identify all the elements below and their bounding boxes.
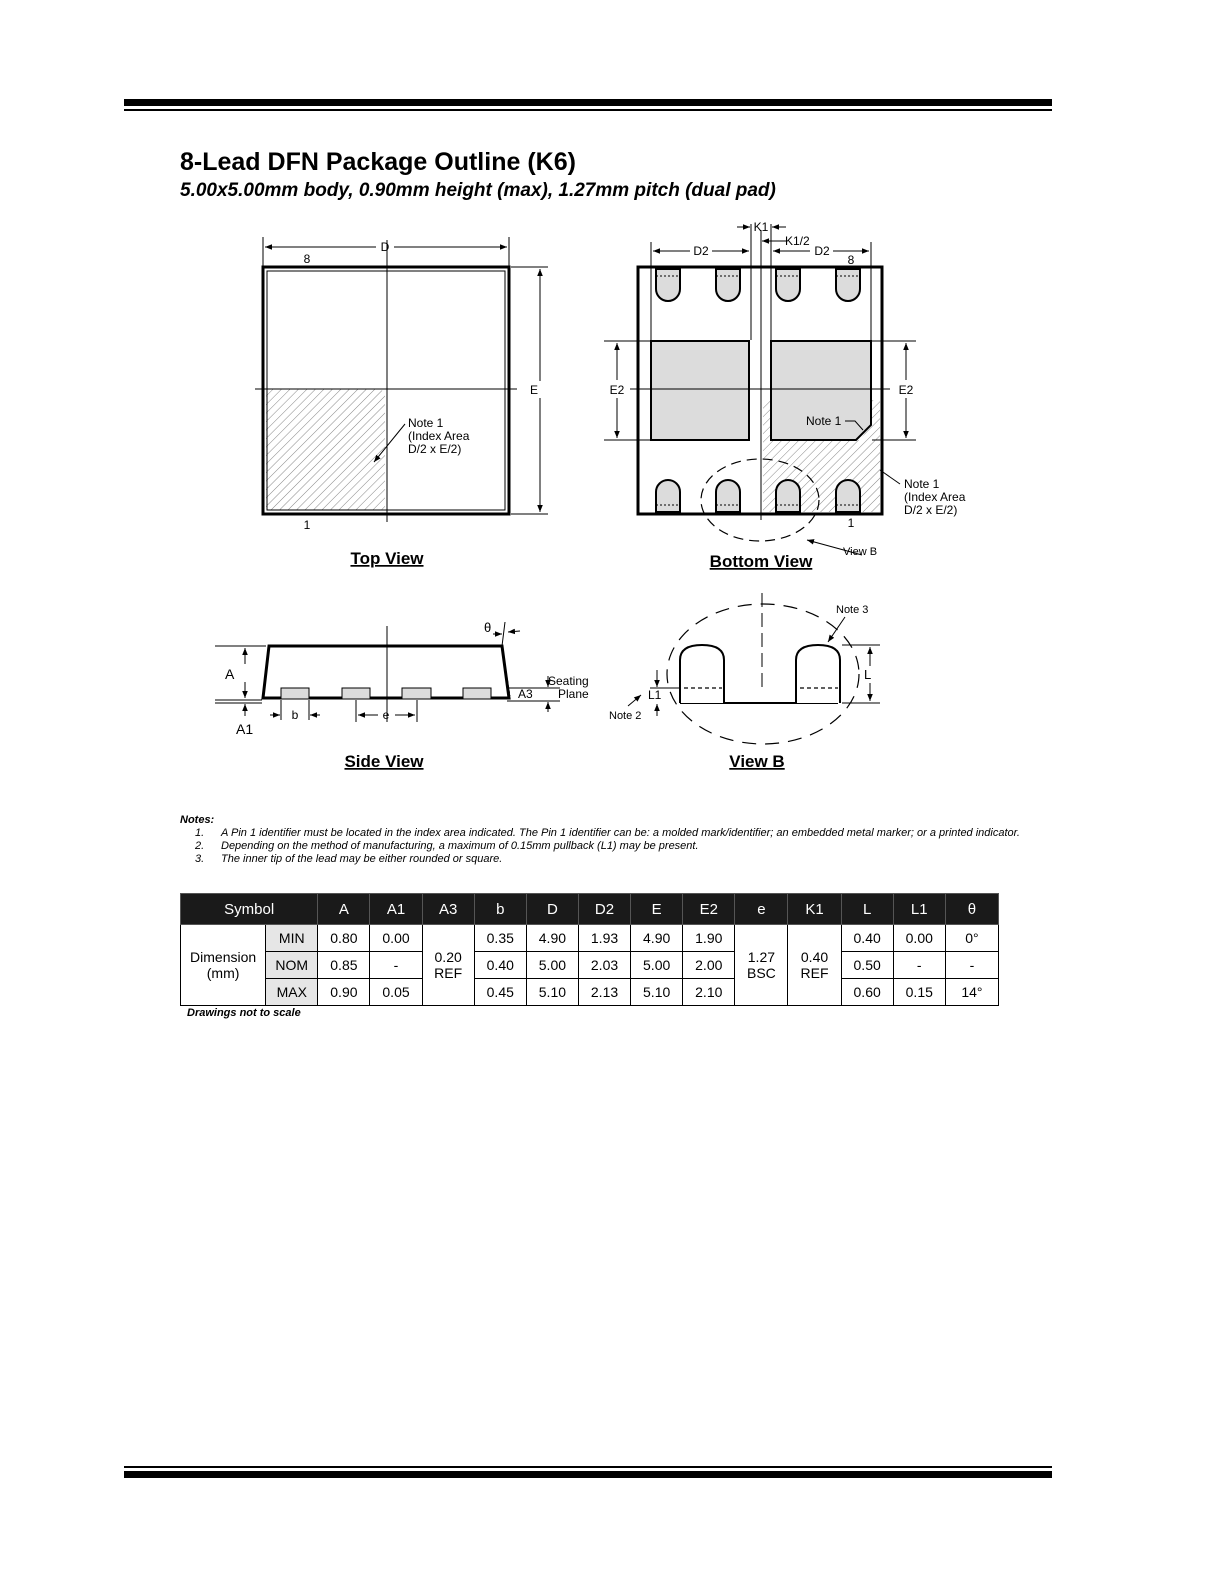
view-b-detail [609,593,880,771]
row-label-max: MAX [266,979,318,1006]
table-cell: 2.13 [578,979,630,1006]
table-header-symbol: Symbol [181,894,318,925]
thermal-pad-left [651,341,749,440]
bottom-label-E2-left: E2 [609,383,625,397]
bottom-view [604,220,966,571]
lands-top [656,269,860,301]
table-cell: 2.10 [683,979,735,1006]
row-label-nom: NOM [266,952,318,979]
top-index-area-1: (Index Area [408,429,470,443]
table-cell: 0.80 [318,925,370,952]
bottom-view-title: Bottom View [709,552,813,571]
side-label-seating: Seating [548,674,589,688]
side-label-A1: A1 [236,721,254,737]
note-text: A Pin 1 identifier must be located in the index area indicated. The Pin 1 identifier can be: a molded mark/identifier; an embedded metal marker; or a printed indicator. [221,827,1020,839]
table-cell: 0.45 [474,979,526,1006]
table-cell: 1.93 [578,925,630,952]
note-item [180,840,1020,853]
notes-section [180,814,1020,866]
bottom-note1-pad-label: Note 1 [806,414,842,428]
view-b-lead-left [680,645,724,703]
table-cell: 4.90 [631,925,683,952]
table-cell: 0.50 [841,952,893,979]
table-header-cell: D2 [578,894,630,925]
table-cell: 4.90 [526,925,578,952]
side-label-theta: θ [484,620,492,635]
table-cell: 0.00 [370,925,422,952]
table-cell: 1.90 [683,925,735,952]
top-label-D: D [380,240,390,254]
table-cell: 5.10 [631,979,683,1006]
drawings-not-to-scale: Drawings not to scale [187,1007,301,1019]
footer-rule-thin [124,1466,1052,1468]
top-pin8-label: 8 [303,252,311,266]
a3-cell [422,925,474,1006]
table-cell: 0.40 [474,952,526,979]
bottom-label-E2-right: E2 [898,383,914,397]
table-header-cell: b [474,894,526,925]
e-bsc: BSC [746,965,776,981]
bottom-index-area-2: D/2 x E/2) [904,503,958,517]
bottom-label-D2-right: D2 [814,244,830,258]
side-label-b: b [291,708,299,722]
bottom-pin8-label: 8 [847,253,855,267]
top-view-title: Top View [350,549,424,568]
bottom-label-K1-half: K1/2 [785,234,810,248]
table-cell: 0.00 [893,925,945,952]
top-label-E: E [529,383,539,397]
e-cell [735,925,788,1006]
table-header-cell: E2 [683,894,735,925]
side-label-e: e [382,708,390,722]
notes-heading: Notes: [180,814,215,826]
side-view-title: Side View [344,752,424,771]
side-view [215,620,589,771]
table-header-cell: A [318,894,370,925]
view-b-label-L1: L1 [648,688,662,702]
note-number: 3. [195,853,205,865]
top-view [255,237,548,568]
view-b-label-L: L [864,667,872,682]
bottom-note1-outside-label: Note 1 [904,477,940,491]
note-item [180,827,1020,840]
bottom-pin1-label: 1 [847,516,855,530]
table-row-min [181,925,999,952]
table-cell: 0° [945,925,998,952]
footer-rule-thick [124,1471,1052,1478]
index-area-hatch [266,389,385,510]
k1-value: 0.40 [800,949,829,965]
bottom-label-K1: K1 [753,220,769,234]
table-cell: - [370,952,422,979]
table-header-cell: A3 [422,894,474,925]
page-title: 8-Lead DFN Package Outline (K6) [180,148,576,176]
side-label-A: A [225,666,235,682]
bottom-label-D2-left: D2 [693,244,709,258]
top-note1-label: Note 1 [408,416,444,430]
note-number: 1. [195,827,205,839]
side-label-plane: Plane [558,687,589,701]
dimension-label-cell [181,925,266,1006]
table-header-cell: e [735,894,788,925]
k1-ref: REF [800,965,829,981]
table-header-cell: K1 [788,894,841,925]
dimension-unit: (mm) [206,965,240,981]
table-header-cell: L [841,894,893,925]
view-b-title: View B [729,752,785,771]
view-b-label-note2: Note 2 [609,710,642,722]
table-header-cell: θ [945,894,998,925]
table-cell: 0.15 [893,979,945,1006]
table-header-cell: L1 [893,894,945,925]
top-pin1-label: 1 [303,518,311,532]
view-b-label-note3: Note 3 [836,604,869,616]
note-item [180,853,1020,866]
table-cell: 5.00 [526,952,578,979]
a3-ref: REF [434,965,463,981]
view-b-lead-right [796,645,840,703]
table-cell: 14° [945,979,998,1006]
table-header-cell: E [631,894,683,925]
note-text: Depending on the method of manufacturing, a maximum of 0.15mm pullback (L1) may be present. [221,840,699,852]
view-b-callout-label: View B [843,546,878,558]
table-header-cell: D [526,894,578,925]
a3-value: 0.20 [434,949,462,965]
table-header-row [181,894,999,925]
table-cell: - [945,952,998,979]
table-cell: 0.35 [474,925,526,952]
bottom-index-area-1: (Index Area [904,490,966,504]
note-number: 2. [195,840,205,852]
table-cell: 5.10 [526,979,578,1006]
dimension-label: Dimension [190,949,257,965]
k1-cell [788,925,841,1006]
table-cell: 2.00 [683,952,735,979]
table-cell: 0.60 [841,979,893,1006]
table-cell: - [893,952,945,979]
side-label-A3: A3 [518,687,533,701]
table-cell: 0.05 [370,979,422,1006]
dimension-table [180,893,999,1006]
top-index-area-2: D/2 x E/2) [408,442,462,456]
row-label-min: MIN [266,925,318,952]
page-subtitle: 5.00x5.00mm body, 0.90mm height (max), 1.27mm pitch (dual pad) [180,180,776,201]
table-header-cell: A1 [370,894,422,925]
table-row-max [181,979,999,1006]
table-cell: 5.00 [631,952,683,979]
table-cell: 0.40 [841,925,893,952]
e-value: 1.27 [747,949,776,965]
table-cell: 0.90 [318,979,370,1006]
table-cell: 0.85 [318,952,370,979]
table-row-nom [181,952,999,979]
table-cell: 2.03 [578,952,630,979]
note-text: The inner tip of the lead may be either rounded or square. [221,853,503,865]
